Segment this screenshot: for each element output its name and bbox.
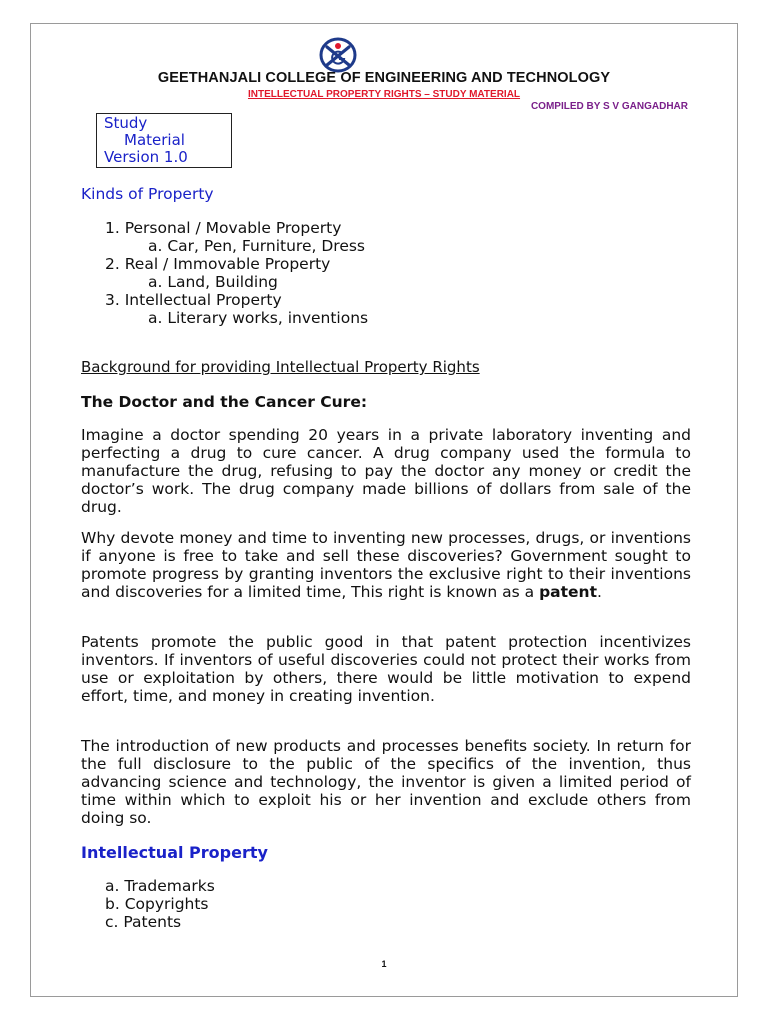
kinds-item-2: 2. Real / Immovable Property bbox=[105, 255, 331, 273]
ip-heading: Intellectual Property bbox=[81, 843, 268, 862]
paragraph-1: Imagine a doctor spending 20 years in a private laboratory inventing and perfecting a drug to cure cancer. A drug company used the formula to manufacture the drug, refusing to pay the doctor any money or credit the doctor’s work. The drug company made billions of dollars from sale of the drug. bbox=[81, 426, 691, 516]
paragraph-4: The introduction of new products and processes benefits society. In return for the full disclosure to the public of the specifics of the invention, thus advancing science and technology, the inventor is given a limited period of time within which to exploit his or her invention and exclude others from doing so. bbox=[81, 737, 691, 827]
paragraph-2-text: Why devote money and time to inventing new processes, drugs, or inventions if anyone is free to take and sell these discoveries? Government sought to promote progress by granting inventors the exclusive right to their inventions and discoveries for a limited time, This right is known as a bbox=[81, 529, 691, 601]
college-name: GEETHANJALI COLLEGE OF ENGINEERING AND TECHNOLOGY bbox=[157, 70, 611, 86]
kinds-subitem-3: a. Literary works, inventions bbox=[148, 309, 369, 327]
background-heading: Background for providing Intellectual Property Rights bbox=[81, 358, 480, 376]
kinds-heading: Kinds of Property bbox=[81, 185, 214, 203]
paragraph-2-end: . bbox=[597, 583, 602, 601]
ip-item-trademarks: a. Trademarks bbox=[105, 877, 215, 895]
ip-list bbox=[105, 877, 215, 931]
paragraph-3: Patents promote the public good in that patent protection incentivizes inventors. If inventors of useful discoveries could not protect their works from use or exploitation by others, there would be little motivation to expend effort, time, and money in creating invention. bbox=[81, 633, 691, 705]
compiled-by: COMPILED BY S V GANGADHAR bbox=[530, 101, 688, 112]
doctor-heading: The Doctor and the Cancer Cure: bbox=[81, 393, 368, 411]
kinds-list bbox=[105, 219, 368, 327]
patent-term: patent bbox=[539, 583, 597, 601]
page-number: 1 bbox=[381, 959, 387, 969]
kinds-subitem-2: a. Land, Building bbox=[148, 273, 278, 291]
version-line-3: Version 1.0 bbox=[104, 148, 188, 166]
version-line-1: Study bbox=[104, 114, 148, 132]
kinds-item-3: 3. Intellectual Property bbox=[105, 291, 282, 309]
ip-item-copyrights: b. Copyrights bbox=[105, 895, 209, 913]
ip-item-patents: c. Patents bbox=[105, 913, 182, 931]
paragraph-2 bbox=[81, 529, 691, 601]
version-box bbox=[96, 113, 232, 168]
kinds-item-1: 1. Personal / Movable Property bbox=[105, 219, 342, 237]
version-line-2: Material bbox=[124, 131, 185, 149]
college-logo-icon bbox=[318, 37, 358, 73]
document-subtitle: INTELLECTUAL PROPERTY RIGHTS – STUDY MATERIAL bbox=[247, 89, 521, 100]
kinds-subitem-1: a. Car, Pen, Furniture, Dress bbox=[148, 237, 366, 255]
